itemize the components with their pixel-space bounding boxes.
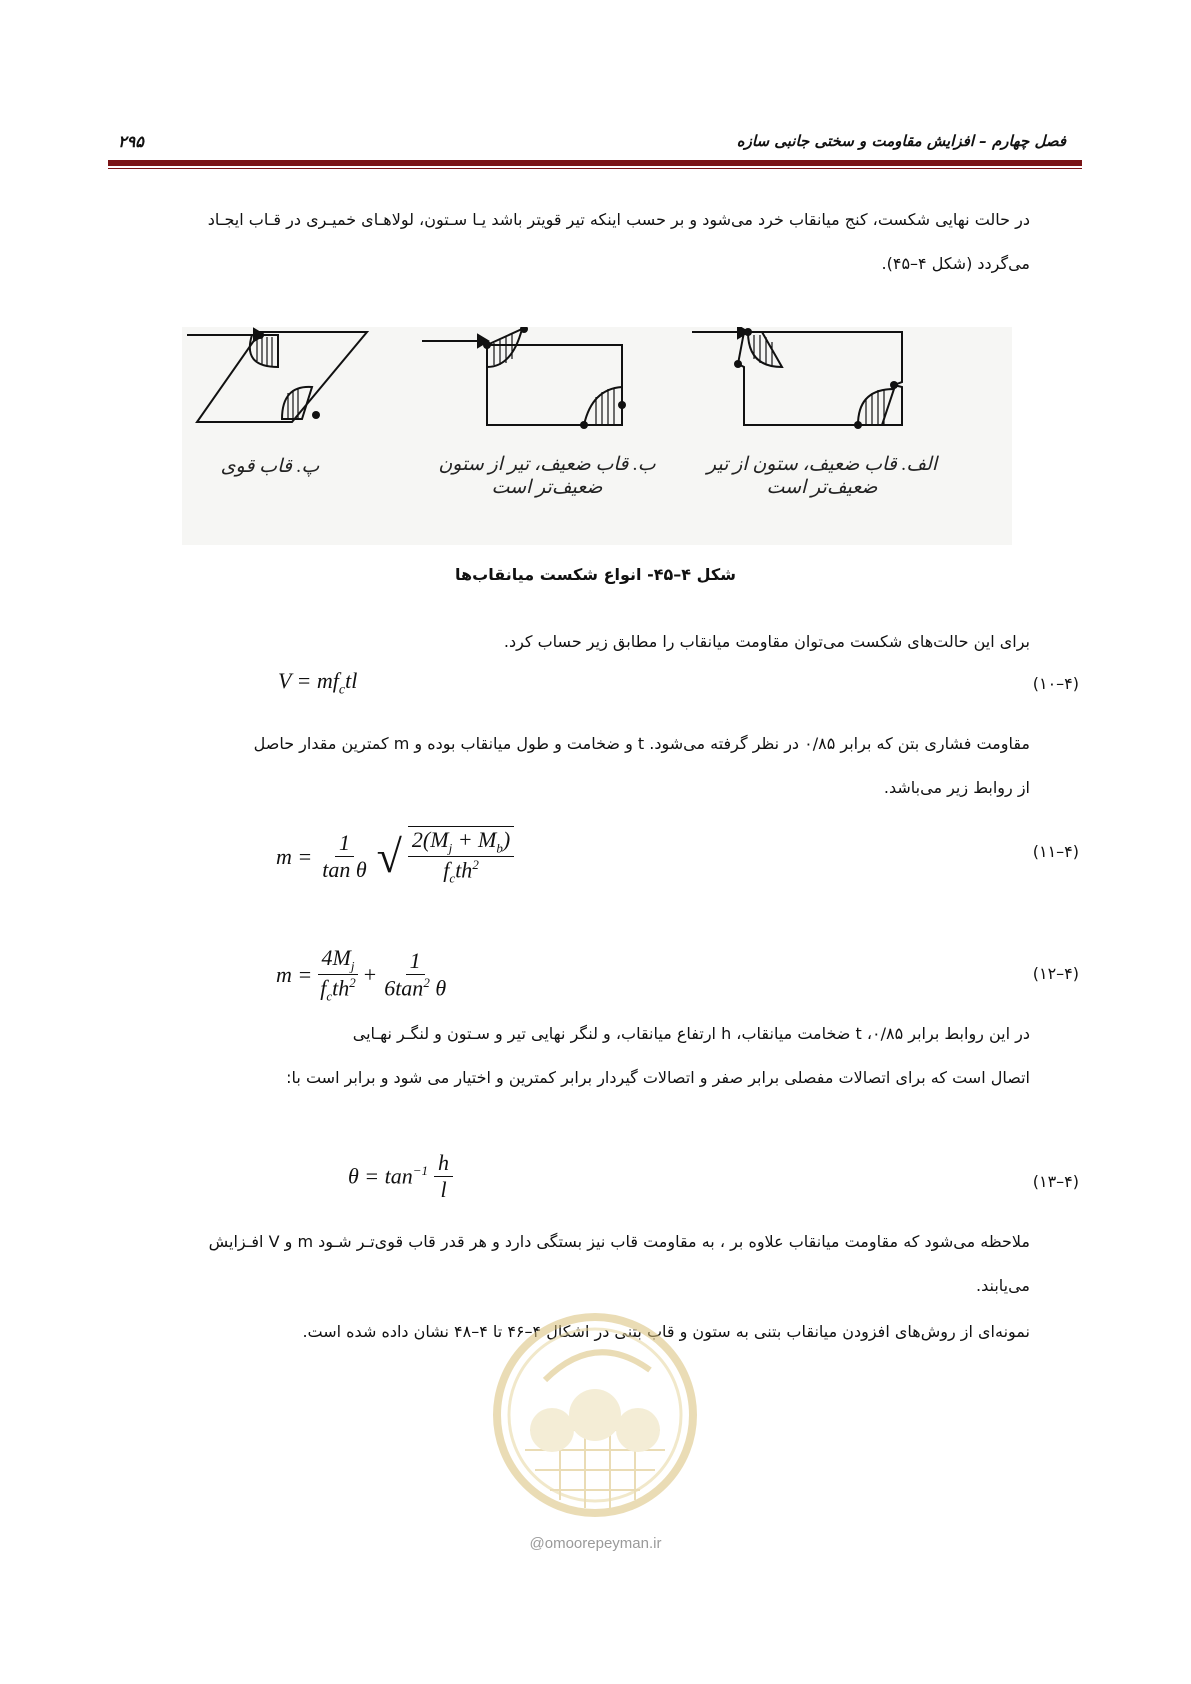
paragraph-3-line-2: از روابط زیر می‌باشد.: [883, 778, 1030, 797]
paragraph-5-line-2: می‌یابند.: [976, 1276, 1030, 1295]
weak-beam-joint-4: [618, 401, 626, 409]
strong-frame-hinge-bottom: [282, 387, 312, 419]
chapter-title: فصل چهارم – افزایش مقاومت و سختی جانبی سازه: [736, 132, 1066, 150]
figure-label-weak-column: الف. قاب ضعیف، ستون از تیر ضعیف‌تر است: [706, 454, 938, 498]
figure-infill-failure-modes: [182, 327, 1012, 545]
watermark-url: @omoorepeyman.ir: [529, 1535, 662, 1552]
header-rule-thin: [108, 168, 1082, 169]
weak-beam-hinge-top: [487, 329, 522, 367]
figure-label-weak-beam: ب. قاب ضعیف، تیر از ستون ضعیف‌تر است: [438, 454, 656, 498]
paragraph-2: برای این حالت‌های شکست می‌توان مقاومت میانقاب را مطابق زیر حساب کرد.: [503, 632, 1030, 651]
figure-caption: شکل ۴–۴۵- انواع شکست میانقاب‌ها: [455, 565, 736, 584]
weak-column-joint-1: [744, 328, 752, 336]
equation-10: $V = mf_ctl$: [278, 668, 358, 698]
weak-column-frame-outline: [692, 332, 902, 425]
header-rule: [108, 160, 1082, 166]
paragraph-6: نمونه‌ای از روش‌های افزودن میانقاب بتنی به ستون و قاب بتنی در اشکال ۴–۴۶ تا ۴–۴۸ نشان داده شده است.: [302, 1322, 1030, 1341]
weak-column-hinge-bottom: [858, 389, 894, 425]
weak-beam-joint-3: [580, 421, 588, 429]
figure-label-strong-frame: پ. قاب قوی: [220, 456, 320, 477]
weak-column-joint-2: [734, 360, 742, 368]
paragraph-4-line-1: در این روابط برابر ۰/۸۵، t ضخامت میانقاب، h ارتفاع میانقاب، و لنگر نهایی تیر و سـتون و لنگـر نهـایی: [352, 1024, 1030, 1043]
figure-drawing: [182, 327, 1012, 545]
equation-12-term-1: $\frac{4M_j}{f_cth^2}$: [316, 945, 360, 1005]
equation-13-number: (۴–۱۳): [1032, 1172, 1079, 1191]
paragraph-3-line-1: مقاومت فشاری بتن که برابر ۰/۸۵ در نظر گرفته می‌شود. t و ضخامت و طول میانقاب بوده و m کمترین مقدار حاصل: [253, 734, 1030, 753]
weak-column-hinge-top: [748, 332, 782, 367]
equation-11-fraction: $\frac{1}{\text{tan θ}}$: [322, 830, 367, 883]
equation-11-radicand: $\frac{2(M_j + M_b)}{f_cth^2}$: [408, 826, 514, 887]
paragraph-1: [112, 198, 1030, 286]
page-number: ۲۹۵: [118, 132, 144, 151]
equation-12: m = $\frac{4M_j}{f_cth^2}$ + $\frac{1}{6\tan^2 \theta}$: [276, 945, 450, 1005]
equation-10-number: (۴–۱۰): [1032, 674, 1079, 693]
equation-13-fraction: $\frac{h}{l}$: [434, 1150, 453, 1203]
paragraph-4-line-2: اتصال است که برای اتصالات مفصلی برابر صفر و اتصالات گیردار برابر کمترین و اختیار می شود و برابر است با:: [286, 1068, 1030, 1087]
strong-frame-joint-2: [312, 411, 320, 419]
weak-column-joint-4: [854, 421, 862, 429]
weak-beam-hinge-bottom: [584, 387, 622, 425]
paragraph-4: [112, 1012, 1030, 1100]
paragraph-5-line-1: ملاحظه می‌شود که مقاومت میانقاب علاوه بر ، به مقاومت قاب نیز بستگی دارد و هر قدر قاب قوی‌تـر شـود m و V افـزایش: [208, 1232, 1030, 1251]
paragraph-3: [112, 722, 1030, 810]
equation-13: $\theta = \tan^{-1}$ $\frac{h}{l}$: [348, 1150, 453, 1203]
paragraph-1-line-1: در حالت نهایی شکست، کنج میانقاب خرد می‌شود و بر حسب اینکه تیر قویتر باشد یـا سـتون، لولاهـای خمیـری در قـاب ایجـاد: [207, 210, 1030, 229]
equation-12-term-2: $\frac{1}{6\tan^2 \theta}$: [384, 948, 447, 1001]
equation-11-number: (۴–۱۱): [1032, 842, 1079, 861]
equation-12-number: (۴–۱۲): [1032, 964, 1079, 983]
weak-beam-joint-1: [483, 341, 491, 349]
paragraph-5: [112, 1220, 1030, 1308]
weak-column-joint-3: [890, 381, 898, 389]
watermark-logo: [490, 1310, 700, 1520]
paragraph-1-line-2: می‌گردد (شکل ۴–۴۵).: [881, 254, 1030, 273]
equation-11: m = $\frac{1}{\text{tan θ}}$ √ $\frac{2(M_j + M_b)}{f_cth^2}$: [276, 826, 514, 887]
strong-frame-joint-1: [256, 331, 264, 339]
